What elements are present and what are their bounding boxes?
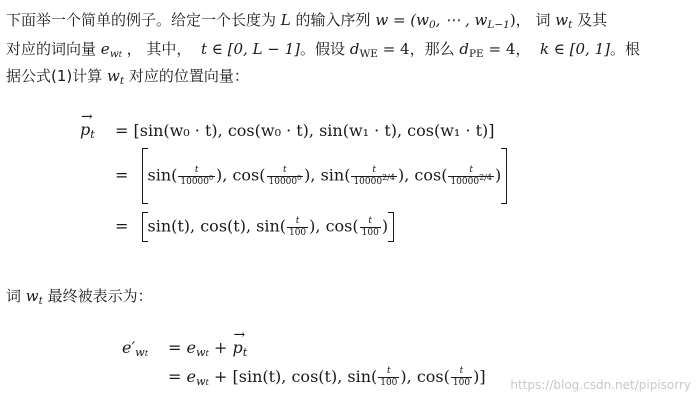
word-text-2: 词 [6,287,22,305]
eq2-row2: = $e_{wt} + [\sin(t)$, cos(t), sin( $\frac{t}{100}$ ), cos( $\frac{t}{100}$ )] [168,366,486,389]
intro-line-2 [6,37,694,64]
eq2-lhs: $e'_{wt}$ [122,338,149,360]
watermark-url: https://blog.csdn.net/pipisorry [510,378,691,392]
word-wt: $w_t$ [555,11,573,32]
among-text: ， 其中， [126,40,192,58]
k-range: k ∈ [0, 1] [539,40,610,58]
e-wt: $e_{wt}$ [100,40,122,61]
word-text: ， 词 [515,11,551,29]
eq1-row1: = [sin(w₀ · t), cos(w₀ · t), sin(w₁ · t), cos(w₁ · t)] [115,121,495,140]
d-we: $d_{WE} = 4$ [349,40,410,61]
eq1-lhs-pt: → $p_t$ [80,120,95,139]
formula-ref-text: 据公式(1)计算 [6,67,103,85]
and-its: 及其 [577,11,608,29]
intro-paragraph [6,8,694,91]
var-L: L [280,11,291,29]
t-range: t ∈ [0, L − 1] [200,40,301,58]
seq-text: 的输入序列 [295,11,371,29]
intro-line-3 [6,64,694,91]
assume-text: 。假设 [300,40,346,58]
final-rest-text: 最终被表示为： [47,287,153,305]
intro-line-1 [6,8,694,35]
intro-text: 下面举一个简单的例子。给定一个长度为 [6,11,277,29]
word-vec-text: 对应的词向量 [6,40,97,58]
period-root: 。根 [610,40,641,58]
eq2-row1: = $e_{wt}$ + → $p_t$ [168,338,247,357]
d-pe: $d_{PE} = 4$， [459,40,531,61]
then-text: ，那么 [409,40,455,58]
final-wt: $w_t$ [25,287,43,308]
eq1-row2: = sin( $\frac{t}{10000^0}$ ), cos( $\frac{t}{10000^0}$ ), sin( $\frac{t}{10000^{2/4}}$ ), cos( $\frac{t}{10000^{2/4}}$ ) [115,148,507,204]
line3-wt: $w_t$ [107,67,125,88]
seq-expr: $w = (w_0$, ⋯ , $w_{L-1}$) [375,11,516,32]
final-paragraph [6,284,694,311]
eq1-row3: = sin(t), cos(t), sin( $\frac{t}{100}$ ), cos( $\frac{t}{100}$ ) [115,212,394,242]
pos-vec-text: 对应的位置向量： [128,67,249,85]
